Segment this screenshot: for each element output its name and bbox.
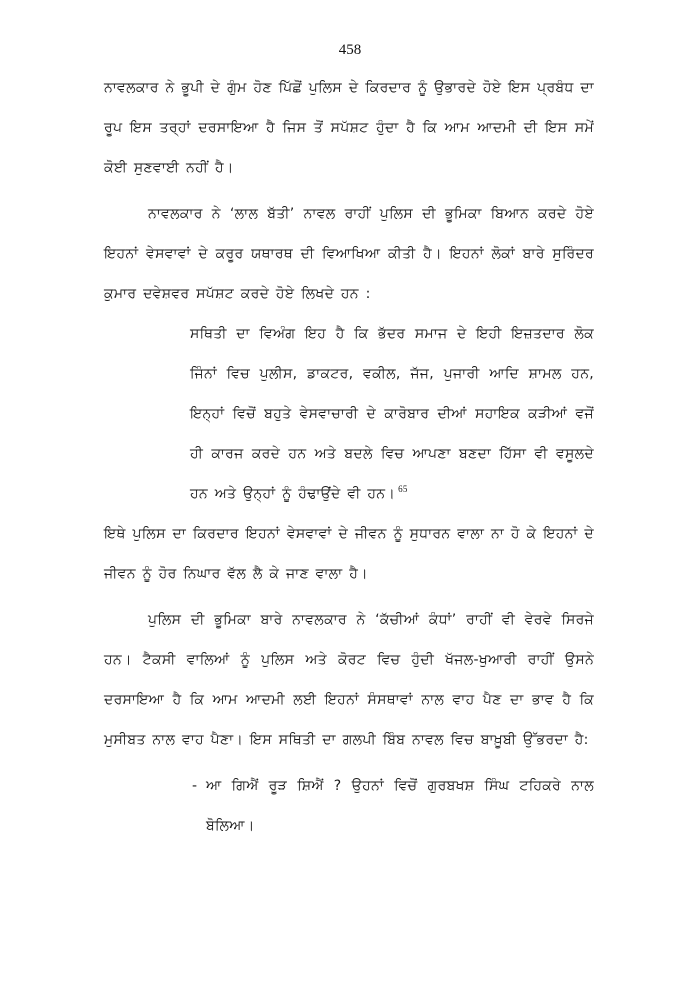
block-quote xyxy=(104,314,594,514)
dialogue-text: ਆ ਗਿਐਂ ਰੂੜ ਸ਼ਿਐਂ ? ਉਹਨਾਂ ਵਿਚੋਂ ਗੁਰਬਖਸ਼ ਸਿੰਘ ਟਹਿਕਰੇ ਨਾਲ ਬੋਲਿਆ। xyxy=(206,778,594,834)
paragraph-lal-batti: ਨਾਵਲਕਾਰ ਨੇ ‘ਲਾਲ ਬੱਤੀ’ ਨਾਵਲ ਰਾਹੀਂ ਪੁਲਿਸ ਦੀ ਭੂਮਿਕਾ ਬਿਆਨ ਕਰਦੇ ਹੋਏ ਇਹਨਾਂ ਵੇਸਵਾਵਾਂ ਦੇ ਕਰੂਰ ਯਥਾਰਥ ਦੀ ਵਿਆਖਿਆ ਕੀਤੀ ਹੈ। ਇਹਨਾਂ ਲੋਕਾਂ ਬਾਰੇ ਸੁਰਿੰਦਰ ਕੁਮਾਰ ਦਵੇਸ਼ਵਰ ਸਪੱਸ਼ਟ ਕਰਦੇ ਹੋਏ ਲਿਖਦੇ ਹਨ : xyxy=(104,206,594,302)
block-quote-text: ਸਥਿਤੀ ਦਾ ਵਿਅੰਗ ਇਹ ਹੈ ਕਿ ਭੱਦਰ ਸਮਾਜ ਦੇ ਇਹੀ ਇਜ਼ਤਦਾਰ ਲੋਕ ਜਿੰਨਾਂ ਵਿਚ ਪੁਲੀਸ, ਡਾਕਟਰ, ਵਕੀਲ, ਜੱਜ, ਪੁਜਾਰੀ ਆਦਿ ਸ਼ਾਮਲ ਹਨ, ਇਨ੍ਹਾਂ ਵਿਚੋਂ ਬਹੁਤੇ ਵੇਸਵਾਚਾਰੀ ਦੇ ਕਾਰੋਬਾਰ ਦੀਆਂ ਸਹਾਇਕ ਕੜੀਆਂ ਵਜੋਂ ਹੀ ਕਾਰਜ ਕਰਦੇ ਹਨ ਅਤੇ ਬਦਲੇ ਵਿਚ ਆਪਣਾ ਬਣਦਾ ਹਿੱਸਾ ਵੀ ਵਸੂਲਦੇ ਹਨ ਅਤੇ ਉਨ੍ਹਾਂ ਨੂੰ ਹੰਢਾਉਂਦੇ ਵੀ ਹਨ। xyxy=(190,326,594,502)
footnote-marker: 65 xyxy=(398,484,408,495)
dialogue-dash: - xyxy=(192,778,198,794)
page-number: 458 xyxy=(338,42,362,58)
paragraph-kachian-kandhan: ਪੁਲਿਸ ਦੀ ਭੂਮਿਕਾ ਬਾਰੇ ਨਾਵਲਕਾਰ ਨੇ ‘ਕੱਚੀਆਂ ਕੰਧਾਂ’ ਰਾਹੀਂ ਵੀ ਵੇਰਵੇ ਸਿਰਜੇ ਹਨ। ਟੈਕਸੀ ਵਾਲਿਆਂ ਨੂੰ ਪੁਲਿਸ ਅਤੇ ਕੋਰਟ ਵਿਚ ਹੁੰਦੀ ਖੱਜਲ-ਖੁਆਰੀ ਰਾਹੀਂ ਉਸਨੇ ਦਰਸਾਇਆ ਹੈ ਕਿ ਆਮ ਆਦਮੀ ਲਈ ਇਹਨਾਂ ਸੰਸਥਾਵਾਂ ਨਾਲ ਵਾਹ ਪੈਣ ਦਾ ਭਾਵ ਹੈ ਕਿ ਮੁਸੀਬਤ ਨਾਲ ਵਾਹ ਪੈਣਾ। ਇਸ ਸਥਿਤੀ ਦਾ ਗਲਪੀ ਬਿੰਬ ਨਾਵਲ ਵਿਚ ਬਾਖ਼ੂਬੀ ਉੱਭਰਦਾ ਹੈ: xyxy=(104,612,594,748)
paragraph-intro: ਨਾਵਲਕਾਰ ਨੇ ਭੂਪੀ ਦੇ ਗੁੰਮ ਹੋਣ ਪਿੱਛੋਂ ਪੁਲਿਸ ਦੇ ਕਿਰਦਾਰ ਨੂੰ ਉਭਾਰਦੇ ਹੋਏ ਇਸ ਪ੍ਰਬੰਧ ਦਾ ਰੂਪ ਇਸ ਤਰ੍ਹਾਂ ਦਰਸਾਇਆ ਹੈ ਜਿਸ ਤੋਂ ਸਪੱਸ਼ਟ ਹੁੰਦਾ ਹੈ ਕਿ ਆਮ ਆਦਮੀ ਦੀ ਇਸ ਸਮੇਂ ਕੋਈ ਸੁਣਵਾਈ ਨਹੀਂ ਹੈ। xyxy=(104,80,594,176)
dialogue-excerpt xyxy=(104,766,594,846)
paragraph-police-role: ਇਥੇ ਪੁਲਿਸ ਦਾ ਕਿਰਦਾਰ ਇਹਨਾਂ ਵੇਸਵਾਵਾਂ ਦੇ ਜੀਵਨ ਨੂੰ ਸੁਧਾਰਨ ਵਾਲਾ ਨਾ ਹੋ ਕੇ ਇਹਨਾਂ ਦੇ ਜੀਵਨ ਨੂੰ ਹੋਰ ਨਿਘਾਰ ਵੱਲ ਲੈ ਕੇ ਜਾਣ ਵਾਲਾ ਹੈ। xyxy=(104,526,594,582)
page-body xyxy=(104,68,594,846)
